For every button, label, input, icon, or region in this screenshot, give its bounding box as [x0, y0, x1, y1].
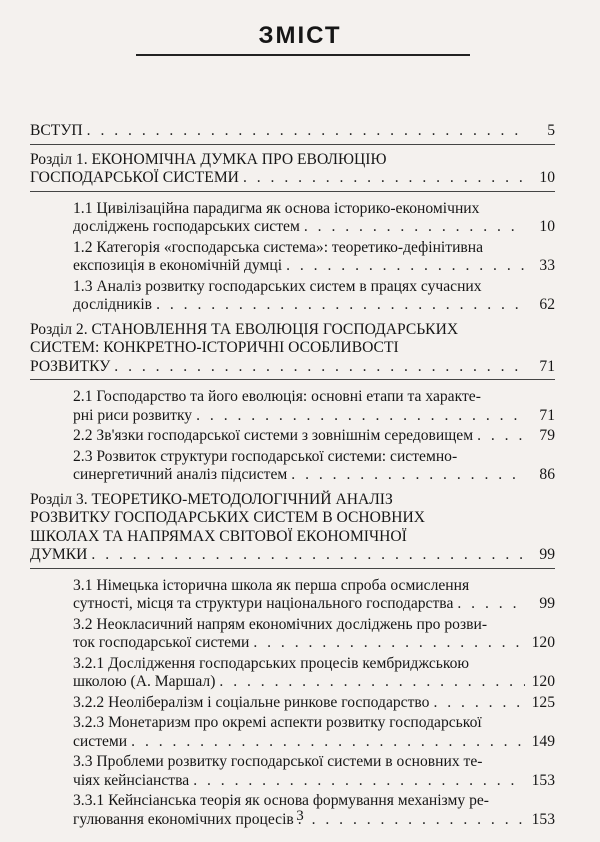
toc-page-number: 99	[539, 546, 555, 563]
toc-page-number: 99	[539, 595, 555, 612]
toc-entry-text-line: 3.3 Проблеми розвитку господарської системи в основних те-	[73, 753, 483, 770]
toc-chapter[interactable]	[30, 151, 555, 188]
toc-entry-text-line: ШКОЛАХ ТА НАПРЯМАХ СВІТОВОЇ ЕКОНОМІЧНОЇ	[30, 527, 407, 545]
dot-leader	[291, 466, 525, 485]
chapter-separator-line	[30, 191, 555, 192]
toc-entry-last-line: ГОСПОДАРСЬКОЇ СИСТЕМИ	[30, 169, 239, 186]
toc-section[interactable]	[73, 714, 555, 751]
dot-leader	[477, 427, 525, 446]
toc-chapter[interactable]	[30, 491, 555, 565]
toc-entry-last-line: дослідників	[73, 296, 153, 313]
toc-page-number: 62	[539, 296, 555, 313]
toc-entry-text-line: РОЗВИТКУ ГОСПОДАРСЬКИХ СИСТЕМ В ОСНОВНИХ	[30, 509, 426, 526]
page-title: ЗМІСТ	[258, 22, 342, 49]
toc-page-number: 120	[531, 634, 555, 651]
toc-entry-text-line: 3.2 Неокласичний напрям економічних досліджень про розви-	[73, 615, 488, 633]
toc-page-number: 86	[539, 466, 555, 483]
dot-leader	[243, 169, 525, 188]
toc-page-number: 71	[539, 406, 555, 424]
toc-page-number: 33	[539, 257, 555, 274]
toc-page-number: 5	[547, 122, 555, 139]
toc-section[interactable]	[73, 753, 555, 790]
toc-section[interactable]	[73, 388, 555, 425]
toc-entry-text-line: 2.3 Розвиток структури господарської системи: системно-	[73, 447, 458, 465]
toc-page-number: 120	[531, 673, 555, 690]
toc-entry-last-line: експозиція в економічній думці	[73, 257, 283, 274]
dot-leader	[286, 257, 525, 276]
toc-entry-last-line: сутності, місця та структури національного господарства	[73, 595, 454, 612]
toc-section[interactable]	[73, 200, 555, 237]
toc-entry-last-line: ток господарської системи	[73, 634, 250, 651]
dot-leader	[114, 358, 525, 377]
toc-entry-last-line: 2.2 Зв'язки господарської системи з зовнішнім середовищем	[73, 427, 474, 444]
toc-chapter[interactable]	[30, 122, 555, 141]
table-of-contents	[30, 120, 555, 829]
dot-leader	[433, 694, 525, 713]
toc-section[interactable]	[73, 448, 555, 485]
toc-entry-last-line: синергетичний аналіз підсистем	[73, 466, 288, 483]
chapter-separator-line	[30, 144, 555, 145]
toc-entry-last-line: ДУМКИ	[30, 546, 88, 563]
toc-entry-last-line: рні риси розвитку	[73, 406, 193, 424]
dot-leader	[196, 407, 525, 426]
dot-leader	[91, 546, 525, 565]
dot-leader	[193, 772, 525, 791]
toc-entry-text-line: 3.2.3 Монетаризм про окремі аспекти розвитку господарської	[73, 714, 482, 731]
toc-page-number: 10	[539, 169, 555, 186]
toc-section[interactable]	[73, 239, 555, 276]
toc-section[interactable]	[73, 655, 555, 692]
toc-entry-last-line: школою (А. Маршал)	[73, 673, 216, 690]
dot-leader	[87, 122, 525, 141]
toc-entry-last-line: 3.2.2 Неолібералізм і соціальне ринкове господарство	[73, 693, 430, 711]
toc-page-number: 153	[531, 810, 555, 828]
toc-page-number: 71	[539, 357, 555, 375]
toc-entry-text-line: 1.1 Цивілізаційна парадигма як основа історико-економічних	[73, 199, 480, 217]
toc-entry-text-line: Розділ 3. ТЕОРЕТИКО-МЕТОДОЛОГІЧНИЙ АНАЛІЗ	[30, 490, 393, 508]
chapter-separator-line	[30, 379, 555, 380]
toc-section[interactable]	[73, 278, 555, 315]
dot-leader	[219, 673, 525, 692]
toc-chapter[interactable]	[30, 321, 555, 377]
page-number: 3	[296, 808, 304, 824]
toc-entry-text-line: 1.3 Аналіз розвитку господарських систем в працях сучасних	[73, 277, 482, 295]
toc-entry-last-line: гулювання економічних процесів	[73, 810, 294, 828]
toc-page-number: 149	[531, 732, 555, 750]
toc-section[interactable]	[73, 616, 555, 653]
toc-section[interactable]	[73, 577, 555, 614]
toc-entry-text-line: 3.2.1 Дослідження господарських процесів кембриджською	[73, 654, 470, 672]
toc-entry-last-line: досліджень господарських систем	[73, 218, 300, 235]
toc-entry-last-line: ВСТУП	[30, 122, 83, 139]
chapter-separator-line	[30, 568, 555, 569]
toc-entry-text-line: 3.1 Німецька історична школа як перша спроба осмислення	[73, 576, 470, 594]
toc-entry-text-line: СИСТЕМ: КОНКРЕТНО-ІСТОРИЧНІ ОСОБЛИВОСТІ	[30, 339, 399, 356]
dot-leader	[131, 733, 525, 752]
toc-page-number: 10	[539, 218, 555, 235]
toc-entry-last-line: системи	[73, 732, 128, 750]
title-underline	[136, 54, 470, 56]
toc-section[interactable]	[73, 427, 555, 446]
toc-entry-text-line: 1.2 Категорія «господарська система»: теоретико-дефінітивна	[73, 238, 484, 256]
dot-leader	[304, 218, 525, 237]
dot-leader	[156, 296, 525, 315]
toc-entry-text-line: 3.3.1 Кейнсіанська теорія як основа формування механізму ре-	[73, 792, 489, 809]
toc-page-number: 125	[531, 693, 555, 711]
toc-entry-text-line: Розділ 2. СТАНОВЛЕННЯ ТА ЕВОЛЮЦІЯ ГОСПОДАРСЬКИХ	[30, 320, 459, 338]
toc-page-number: 79	[539, 427, 555, 444]
dot-leader	[457, 595, 525, 614]
toc-section[interactable]	[73, 694, 555, 713]
toc-entry-last-line: чіях кейнсіанства	[73, 771, 190, 789]
toc-page-number: 153	[531, 771, 555, 789]
toc-entry-last-line: РОЗВИТКУ	[30, 357, 111, 375]
dot-leader	[253, 634, 525, 653]
toc-entry-text-line: 2.1 Господарство та його еволюція: основні етапи та характе-	[73, 388, 481, 405]
toc-entry-text-line: Розділ 1. ЕКОНОМІЧНА ДУМКА ПРО ЕВОЛЮЦІЮ	[30, 150, 387, 168]
